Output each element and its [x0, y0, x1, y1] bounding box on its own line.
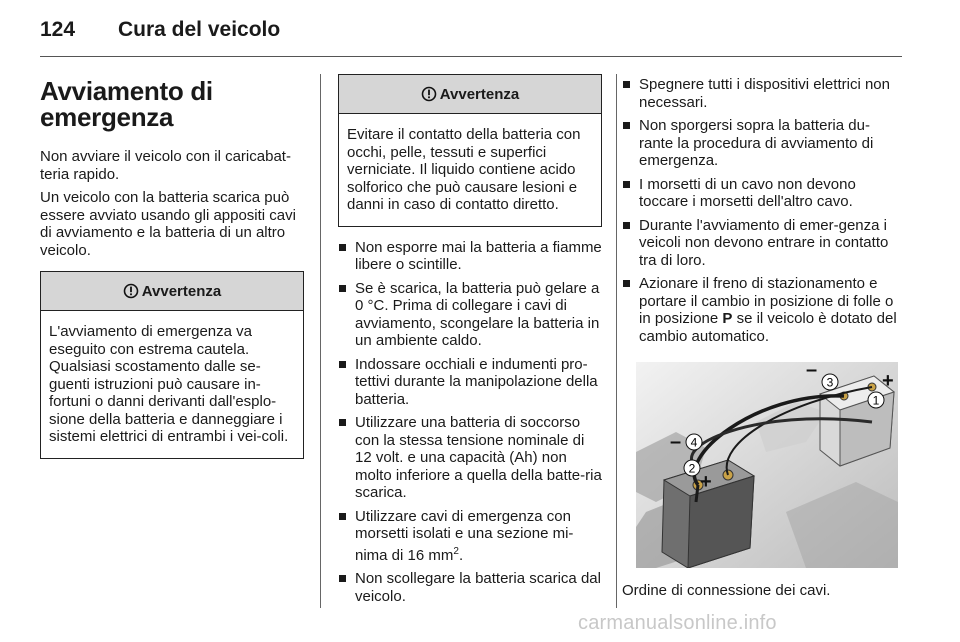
svg-text:3: 3	[826, 375, 834, 390]
column-2	[338, 74, 602, 611]
warning-box-1-title: Avvertenza	[141, 282, 222, 300]
list-item: Durante l'avviamento di emer-genza i veicoli non devono entrare in contatto tra di loro.	[622, 217, 904, 270]
section-title-line-2: emergenza	[40, 102, 174, 132]
bullet-square-icon	[623, 222, 630, 229]
label-4	[686, 434, 702, 450]
warning-box-2	[338, 74, 602, 227]
warning-box-2-title: Avvertenza	[439, 85, 520, 103]
minus-sign-bottom: –	[670, 431, 682, 453]
warning-icon	[123, 283, 139, 299]
list-item: Non sporgersi sopra la batteria du-rante la procedura di avviamento di emergenza.	[622, 117, 904, 170]
bullet-square-icon	[339, 361, 346, 368]
bullet-square-icon	[339, 285, 346, 292]
list-item: I morsetti di un cavo non devono toccare i morsetti dell'altro cavo.	[622, 176, 904, 211]
warning-icon	[421, 86, 437, 102]
label-2	[684, 460, 700, 476]
warning-box-2-header	[339, 75, 601, 114]
bullet-list-col2	[338, 239, 602, 606]
intro-paragraph-1: Non avviare il veicolo con il caricabat-teria rapido.	[40, 148, 291, 183]
list-item: Azionare il freno di stazionamento e portare il cambio in posizione di folle o in posizione P se il veicolo è dotato del cambio automatico.	[622, 275, 904, 345]
jump-start-figure	[636, 362, 898, 568]
list-item: Spegnere tutti i dispositivi elettrici non necessari.	[622, 76, 904, 111]
svg-text:4: 4	[690, 435, 698, 450]
gear-position-p: P	[722, 310, 733, 327]
column-1	[40, 74, 304, 459]
bullet-square-icon	[623, 122, 630, 129]
column-divider-2	[616, 74, 617, 608]
list-item: Indossare occhiali e indumenti pro-tettivi durante la manipolazione della batteria.	[338, 356, 602, 409]
bullet-square-icon	[339, 244, 346, 251]
page-header	[40, 14, 902, 57]
bullet-square-icon	[339, 575, 346, 582]
column-divider-1	[320, 74, 321, 608]
column-3	[622, 74, 904, 351]
warning-box-1-header	[41, 272, 303, 311]
superscript: 2	[453, 545, 459, 557]
list-item: Non scollegare la batteria scarica dal veicolo.	[338, 570, 602, 605]
label-1	[868, 392, 884, 408]
chapter-title: Cura del veicolo	[118, 18, 281, 41]
svg-text:1: 1	[872, 393, 880, 408]
warning-box-1-text: L'avviamento di emergenza va eseguito con estrema cautela. Qualsiasi scostamento dalle se-guenti istruzioni può causare in-fortuni o danni derivanti dall'esplo-sione della batteria e danneggiare i sistemi elettrici di entrambi i vei-coli.	[49, 323, 289, 445]
warning-box-1	[40, 271, 304, 459]
section-title-line-1: Avviamento di	[40, 76, 213, 106]
list-item: Utilizzare una batteria di soccorso con la stessa tensione nominale di 12 volt. e una capacità (Ah) non molto inferiore a quella della batte-ria scarica.	[338, 414, 602, 502]
label-3	[822, 374, 838, 390]
bullet-square-icon	[339, 419, 346, 426]
bullet-square-icon	[623, 81, 630, 88]
list-item: Utilizzare cavi di emergenza con morsetti isolati e una sezione mi-nima di 16 $mm^2$.	[338, 508, 602, 565]
figure-caption: Ordine di connessione dei cavi.	[622, 582, 831, 599]
jump-start-illustration	[636, 362, 898, 568]
bullet-list-col3	[622, 76, 904, 345]
list-item: Non esporre mai la batteria a fiamme libere o scintille.	[338, 239, 602, 274]
warning-box-2-text: Evitare il contatto della batteria con occhi, pelle, tessuti e superfici verniciate. Il liquido contiene acido solforico che può causare lesioni e danni in caso di contatto diretto.	[347, 126, 581, 213]
plus-sign-top: +	[882, 370, 894, 392]
bullet-square-icon	[623, 181, 630, 188]
svg-text:2: 2	[688, 461, 696, 476]
bullet-square-icon	[339, 513, 346, 520]
page-number: 124	[40, 18, 76, 41]
list-item: Se è scarica, la batteria può gelare a 0 °C. Prima di collegare i cavi di avviamento, scongelare la batteria in un ambiente caldo.	[338, 280, 602, 350]
watermark: carmanualsonline.info	[578, 612, 777, 634]
bullet-square-icon	[623, 280, 630, 287]
intro-paragraph-2: Un veicolo con la batteria scarica può essere avviato usando gli appositi cavi di avviamento e la batteria di un altro veicolo.	[40, 189, 296, 259]
plus-sign-bottom: +	[700, 471, 712, 493]
minus-sign-top: –	[806, 362, 818, 381]
section-title	[40, 78, 304, 130]
